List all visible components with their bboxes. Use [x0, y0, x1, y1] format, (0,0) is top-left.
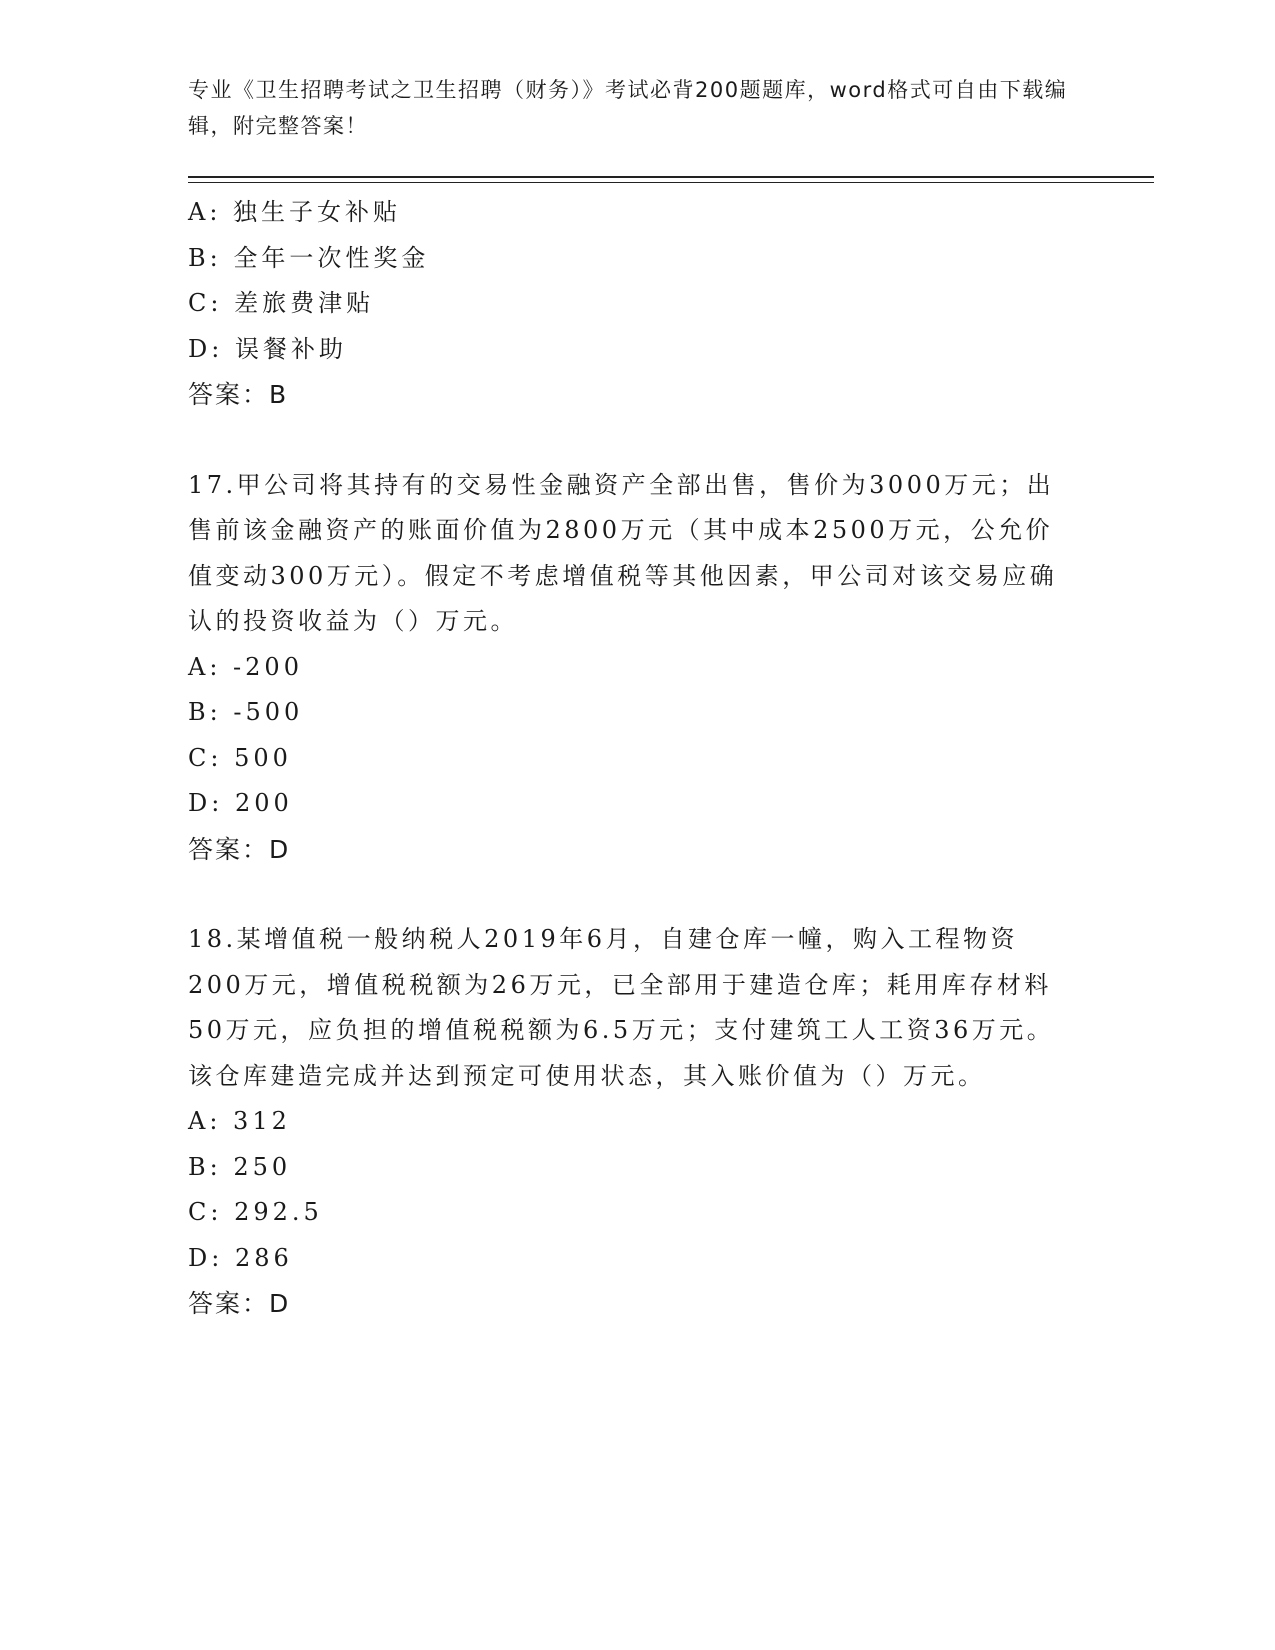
question-16-tail	[188, 190, 1068, 418]
option-d: D: 286	[188, 1243, 293, 1272]
header-rule-thick	[188, 176, 1154, 178]
option-a: A: 312	[188, 1107, 291, 1135]
document-header: 专业《卫生招聘考试之卫生招聘（财务）》考试必背200题题库，word格式可自由下载编辑，附完整答案！	[188, 78, 1068, 138]
option-c: C: 292.5	[188, 1198, 323, 1226]
answer-line: 答案：B	[188, 380, 289, 409]
option-c: C: 差旅费津贴	[188, 289, 375, 317]
question-stem: 17.甲公司将其持有的交易性金融资产全部出售，售价为3000万元；出售前该金融资产的账面价值为2800万元（其中成本2500万元，公允价值变动300万元）。假定不考虑增值税等其他因素，甲公司对该交易应确认的投资收益为（）万元。	[188, 470, 1058, 635]
question-17	[188, 463, 1068, 873]
answer-line: 答案：D	[188, 1289, 291, 1318]
question-stem: 18.某增值税一般纳税人2019年6月，自建仓库一幢，购入工程物资200万元，增值税税额为26万元，已全部用于建造仓库；耗用库存材料50万元，应负担的增值税税额为6.5万元；支付建筑工人工资36万元。该仓库建造完成并达到预定可使用状态，其入账价值为（）万元。	[188, 925, 1055, 1090]
option-b: B: -500	[188, 698, 304, 726]
option-b: B: 全年一次性奖金	[188, 243, 430, 272]
option-d: D: 误餐补助	[188, 334, 347, 363]
document-body	[188, 190, 1068, 1327]
option-c: C: 500	[188, 743, 292, 772]
question-18	[188, 917, 1068, 1327]
option-d: D: 200	[188, 789, 293, 817]
answer-line: 答案：D	[188, 834, 291, 864]
option-b: B: 250	[188, 1152, 292, 1181]
option-a: A: -200	[188, 652, 303, 681]
header-rule-thin	[188, 182, 1154, 183]
option-a: A: 独生子女补贴	[188, 198, 402, 226]
